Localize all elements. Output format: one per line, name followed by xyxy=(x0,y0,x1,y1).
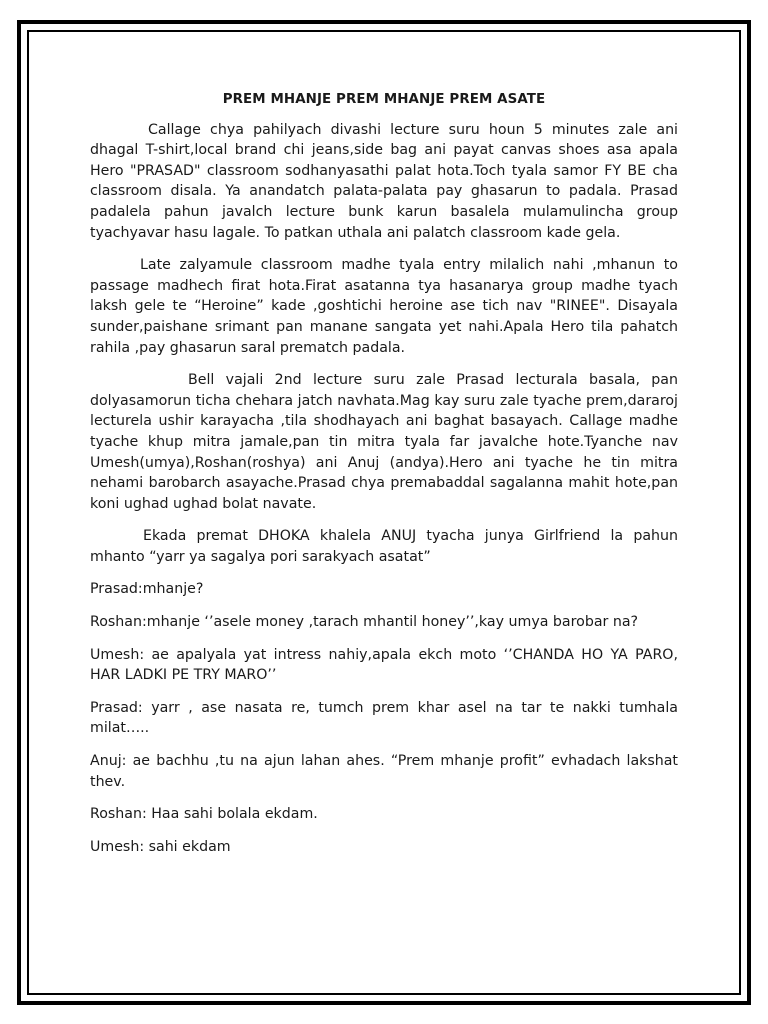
paragraph-2: Late zalyamule classroom madhe tyala entry milalich nahi ,mhanun to passage madhech firat hota.Firat asatanna tya hasanarya group madhe tyach laksh gele te “Heroine” kade ,goshtichi heroine ase tich nav "RINEE". Disayala sunder,paishane srimant pan manane sangata yet nahi.Apala Hero tila pahatch rahila ,pay ghasarun saral prematch padala. xyxy=(90,257,678,356)
document-title: PREM MHANJE PREM MHANJE PREM ASATE xyxy=(222,92,546,107)
document-body xyxy=(90,90,678,869)
dialogue-line-roshan-2: Roshan: Haa sahi bolala ekdam. xyxy=(90,806,318,823)
dialogue-line-umesh-1: Umesh: ae apalyala yat intress nahiy,apala ekch moto ‘’CHANDA HO YA PARO, HAR LADKI PE TRY MARO’’ xyxy=(90,646,678,684)
dialogue-line-prasad-1: Prasad:mhanje? xyxy=(90,581,204,598)
paragraph-3: Bell vajali 2nd lecture suru zale Prasad lecturala basala, pan dolyasamorun ticha chehara jatch navhata.Mag kay suru zale tyache prem,dararoj lecturela ushir karayacha ,tila shodhayach ani baghat basayach. Callage madhe tyache khup mitra jamale,pan tin mitra tyala far javalche hote.Tyanche nav Umesh(umya),Roshan(roshya) ani Anuj (andya).Hero ani tyache he tin mitra nehami barobarch asayache.Prasad chya premabaddal sagalanna mahit hote,pan koni ughad ughad bolat navate. xyxy=(90,372,678,512)
paragraph-1: Callage chya pahilyach divashi lecture suru houn 5 minutes zale ani dhagal T-shirt,local brand chi jeans,side bag ani payat canvas shoes asa apala Hero "PRASAD" classroom sodhanyasathi palat hota.Toch tyala samor FY BE cha classroom disala. Ya anandatch palata-palata pay ghasarun to padala. Prasad padalela pahun javalch lecture bunk karun basalela mulamulincha group tyachyavar hasu lagale. To patkan uthala ani palatch classroom kade gela. xyxy=(90,121,678,241)
paragraph-4: Ekada premat DHOKA khalela ANUJ tyacha junya Girlfriend la pahun mhanto “yarr ya sagalya pori sarakyach asatat” xyxy=(90,528,678,565)
dialogue-line-umesh-2: Umesh: sahi ekdam xyxy=(90,838,231,855)
dialogue-line-prasad-2: Prasad: yarr , ase nasata re, tumch prem khar asel na tar te nakki tumhala milat….. xyxy=(90,699,678,737)
dialogue-line-roshan-1: Roshan:mhanje ‘’asele money ,tarach mhantil honey’’,kay umya barobar na? xyxy=(90,614,639,631)
dialogue-line-anuj-1: Anuj: ae bachhu ,tu na ajun lahan ahes. “Prem mhanje profit” evhadach lakshat thev. xyxy=(90,753,678,790)
